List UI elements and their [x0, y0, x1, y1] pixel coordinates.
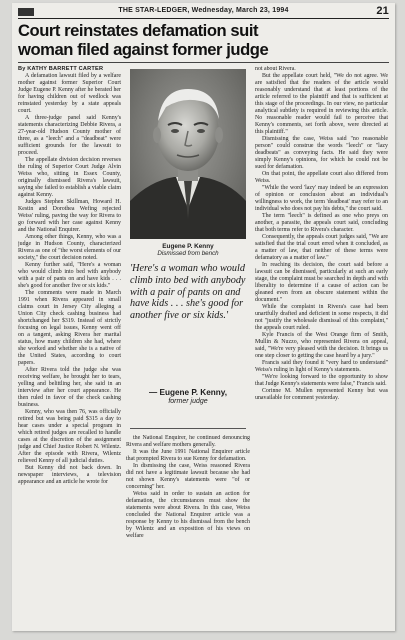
paragraph: On that point, the appellate court also differed from Weiss. — [255, 171, 388, 184]
portrait-photo — [130, 69, 246, 239]
pull-quote-attribution: — Eugene P. Kenny, — [149, 388, 227, 397]
paragraph: The comments were made in March 1991 when Rivera appeared in small claims court in Jersey City alleging a Union City check cashing business had shortchanged her $319. Instead of strictly focusing on legal issues, Kenny went off on a tangent, asking Rivera her marital status, how many children she had, where she worked and whether she is a native of the United States, according to court papers. — [18, 290, 121, 366]
paragraph: Kyle Francis of the West Orange firm of Smith, Mullin & Nuzzo, who represented Rivera on appeal, said, "We're very pleased with the decision. It brings us one step closer to getting the case heard by a jury." — [255, 332, 388, 359]
paragraph: Francis said they found it "very hard to understand" Weiss's ruling in light of Kenny's statements. — [255, 360, 388, 373]
paragraph: "While the word 'lazy' may indeed be an expression of opinion or conclusion about an individual's willingness to work, the term 'deadbeat' may refer to an individual who does not pay his debts," the court said. — [255, 185, 388, 212]
paragraph: The term "leech" is defined as one who preys on another, a parasite, the appeals court said, concluding that both terms refer to Rivera's character. — [255, 213, 388, 233]
pull-quote-rule — [130, 428, 246, 429]
paragraph: Kenny further said, "Here's a woman who would climb into bed with anybody with a pair of pants on and have kids . . . she's good for another five or six kids." — [18, 262, 121, 289]
byline: By KATHY BARRETT CARTER — [18, 66, 104, 72]
pull-quote-title: former judge — [168, 398, 208, 405]
paragraph: While the complaint in Rivera's case had been unartfully drafted and deficient in some respects, it did not "justify the wholesale dismissal of this complaint," the appeals court ruled. — [255, 304, 388, 331]
paragraph: Corinne M. Mullen represented Kenny but was unavailable for comment yesterday. — [255, 388, 388, 401]
paragraph: It was the June 1991 National Enquirer article that prompted Rivera to sue Kenny for defamation. — [126, 449, 250, 462]
portrait-photo-image — [130, 69, 246, 239]
article-column-1 — [18, 66, 121, 624]
headline — [18, 21, 389, 59]
paragraph: A three-judge panel said Kenny's statements characterizing Debbie Rivera, a 27-year-old Hudson County mother of three, as a "leech" and a "deadbeat" were sufficient grounds for the lawsuit to proceed. — [18, 115, 121, 156]
newspaper-clipping — [12, 3, 395, 631]
paragraph: After Rivera told the judge she was receiving welfare, he brought her to tears, yelling and belittling her, she said in an interview after her court appearance. He then ruled in favor of the check cashing business. — [18, 367, 121, 408]
paragraph: The appellate division decision reverses the ruling of Superior Court Judge Alvin Weiss who, sitting in Essex County, originally dismissed Rivera's lawsuit, saying she failed to establish a viable claim against Kenny. — [18, 157, 121, 198]
paragraph: In dismissing the case, Weiss reasoned Rivera did not have a legitimate lawsuit because she had not shown Kenny's statements were "of or concerning" her. — [126, 463, 250, 490]
paragraph: Dismissing the case, Weiss said "no reasonable person" could construe the words "leech" or "lazy deadbeats" as conveying facts. He said they were simply Kenny's opinions, for which he could not be sued for defamation. — [255, 136, 388, 170]
paragraph: "We're looking forward to the opportunity to show that Judge Kenny's statements were false," Francis said. — [255, 374, 388, 387]
paragraph: In reaching its decision, the court said before a lawsuit can be dismissed, particularly at such an early stage, the complaint must be searched in depth and with liberality to determine if a cause of action can be gleaned even from an obscure statement within the document." — [255, 262, 388, 303]
paragraph: But Kenny did not back down. In newspaper interviews, a television appearance and an article he wrote for — [18, 465, 121, 485]
pull-quote: 'Here's a woman who would climb into bed with anybody with a pair of pants on and have kids . . . she's good for another five or six kids.' — [130, 263, 246, 322]
paragraph: Consequently, the appeals court judges said, "We are satisfied that the trial court erred when it concluded, as a matter of law, that neither of these terms were defamatory as a matter of law." — [255, 234, 388, 261]
headline-line-2: woman filed against former judge — [18, 40, 269, 59]
paragraph: Among other things, Kenny, who was a judge in Hudson County, characterized Rivera as one of "the worst elements of our society," the court decision noted. — [18, 234, 121, 261]
article-column-3 — [255, 66, 388, 624]
paragraph: Kenny, who was then 76, was officially retired but was being paid $315 a day to hear cases under a special program in which retired judges are recalled to handle cases at the discretion of the assignment judge and Chief Justice Robert N. Wilentz. After the episode with Rivera, Wilentz relieved Kenny of all judicial duties. — [18, 409, 121, 464]
paragraph: the National Enquirer, he continued denouncing Rivera and welfare mothers generally. — [126, 435, 250, 448]
photo-caption-name: Eugene P. Kenny — [162, 243, 214, 250]
page-number: 21 — [376, 5, 389, 17]
paragraph: Judges Stephen Skillman, Howard H. Kestin and Dorothea Wefing rejected Weiss' ruling, paving the way for Rivera to go forward with her case against Kenny and the National Enquirer. — [18, 199, 121, 233]
headline-rule — [18, 62, 389, 63]
paragraph: A defamation lawsuit filed by a welfare mother against former Superior Court Judge Eugene P. Kenny after he berated her for having children out of wedlock was reinstated yesterday by a state appeals court. — [18, 73, 121, 114]
paragraph: But the appellate court held, "We do not agree. We are satisfied that the readers of the article would reasonably understand that at least portions of the article referred to the plaintiff and that is sufficient at this stage of the proceedings. In our view, no particular analytical subtlety is required in reviewing this article. No reasonable reader would fail to perceive that Kenny's comments, set forth above, were directed at this plaintiff." — [255, 73, 388, 135]
paragraph: Weiss said in order to sustain an action for defamation, the circumstances must show the statements were about Rivera. In this case, Weiss concluded the National Enquirer article was a response by Kenny to his dismissal from the bench by Wilentz and an exposition of his views on welfare — [126, 491, 250, 539]
paragraph: not about Rivera. — [255, 66, 296, 72]
article-column-2 — [126, 435, 250, 625]
headline-line-1: Court reinstates defamation suit — [18, 21, 259, 40]
masthead — [18, 6, 389, 19]
photo-caption-subtitle: Dismissed from bench — [157, 250, 219, 257]
masthead-paper-date: THE STAR-LEDGER, Wednesday, March 23, 1994 — [118, 7, 289, 14]
